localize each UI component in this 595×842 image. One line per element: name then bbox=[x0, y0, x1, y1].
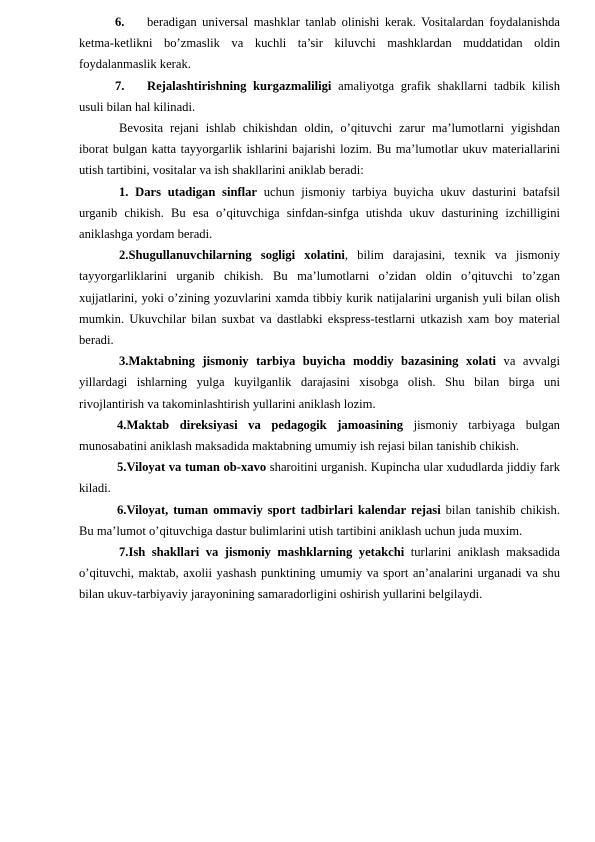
point-text: uchun jismoniy tarbiya buyicha ukuv dasturini batafsil urganib chikish. Bu esa o’qituvchiga sinfdan-sinfga utishda ukuv dasturining izchilligini aniklashga yordam beradi. bbox=[79, 184, 560, 242]
point-3 bbox=[79, 351, 560, 415]
point-bold-term: 4.Maktab direksiyasi va pedagogik jamoasining bbox=[117, 417, 403, 432]
point-bold-term: 2.Shugullanuvchilarning sogligi xolatini bbox=[119, 248, 345, 263]
point-4 bbox=[79, 415, 560, 457]
point-6 bbox=[79, 500, 560, 542]
point-5 bbox=[79, 457, 560, 499]
document-page bbox=[79, 12, 560, 606]
item-bold-term: Rejalashtirishning kurgazmaliligi bbox=[147, 78, 332, 93]
item-number: 6. bbox=[115, 15, 125, 29]
intro-paragraph: Bevosita rejani ishlab chikishdan oldin, o’qituvchi zarur ma’lumotlarni yigishdan iborat bulgan katta tayyorgarlik ishlarini bajarishi lozim. Bu ma’lumotlar ukuv materiallarini utish tartibini, vositalar va ish shakllarini aniklab beradi: bbox=[79, 121, 560, 178]
item-text: amaliyotga grafik shakllarni tadbik kilish usuli bilan hal kilinadi. bbox=[79, 78, 560, 114]
point-text: jismoniy tarbiyaga bulgan munosabatini aniklash maksadida maktabning umumiy ish rejasi bilan tanishib chikish. bbox=[79, 417, 560, 454]
numbered-item-7 bbox=[79, 76, 560, 118]
point-text: va avvalgi yillardagi ishlarning yulga kuyilganlik darajasini xisobga olish. Shu bilan birga uni rivojlantirish va takominlashtirish yullarini aniklash lozim. bbox=[79, 354, 560, 411]
item-number: 7. bbox=[115, 78, 125, 93]
point-text: bilan tanishib chikish. Bu ma’lumot o’qituvchiga dastur bulimlarini utish tartibini aniklash uchun juda muxim. bbox=[79, 502, 560, 538]
item-text: beradigan universal mashklar tanlab olinishi kerak. Vositalardan foydalanishda ketma-ketlikni bo’zmaslik va kuchli ta’sir kiluvchi mashklardan muddatidan oldin foydalanmaslik kerak. bbox=[79, 15, 560, 72]
point-bold-term: 3.Maktabning jismoniy tarbiya buyicha moddiy bazasining xolati bbox=[119, 354, 497, 369]
point-7 bbox=[79, 542, 560, 606]
point-text: sharoitini urganish. Kupincha ular xududlarda jiddiy fark kiladi. bbox=[79, 460, 560, 496]
point-bold-term: 5.Viloyat va tuman ob-xavo bbox=[117, 460, 267, 475]
point-2 bbox=[79, 245, 560, 351]
point-bold-term: 7.Ish shakllari va jismoniy mashklarning yetakchi bbox=[119, 545, 405, 560]
numbered-item-6 bbox=[79, 12, 560, 76]
point-text: turlarini aniklash maksadida o’qituvchi, maktab, axolii yashash punktining umumiy va sport an’analarini urganadi va shu bilan ukuv-tarbiyaviy jarayonining samaradorligini oshirish yullarini belgilaydi. bbox=[79, 545, 561, 602]
point-1 bbox=[79, 182, 560, 246]
point-text: , bilim darajasini, texnik va jismoniy tayyorgarliklarini urganib chikish. Bu ma’lumotlarni o’zidan oldin o’qituvchi to’zgan xujjatlarini, yoki o’zining yozuvlarini xamda tibbiy kurik natijalarini urganish yuli bilan olish mumkin. Ukuvchilar bilan suxbat va dastlabki ekspress-testlarni utkazish xam boy material beradi. bbox=[79, 248, 560, 348]
point-bold-term: 1. Dars utadigan sinflar bbox=[119, 184, 258, 199]
point-bold-term: 6.Viloyat, tuman ommaviy sport tadbirlari kalendar rejasi bbox=[117, 502, 441, 517]
